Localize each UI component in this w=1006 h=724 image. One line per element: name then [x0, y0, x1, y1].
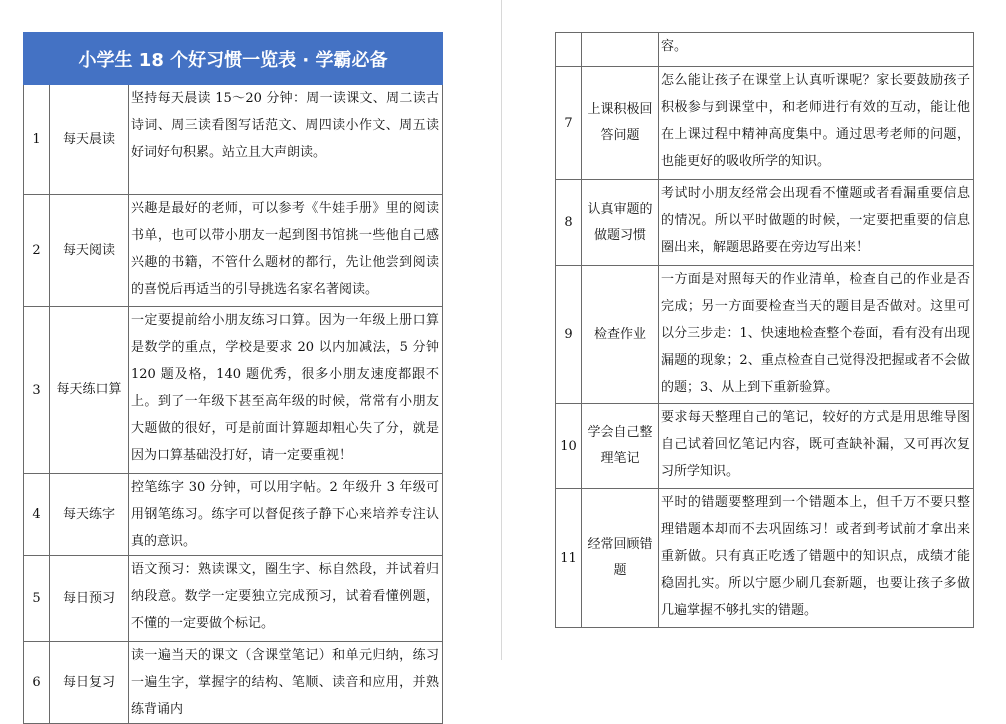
- row-number: 7: [556, 67, 582, 180]
- habit-description: 读一遍当天的课文（含课堂笔记）和单元归纳，练习一遍生字，掌握字的结构、笔顺、读音和应用，并熟练背诵内: [129, 642, 443, 724]
- habit-description: 控笔练字 30 分钟，可以用字帖。2 年级升 3 年级可用钢笔练习。练字可以督促孩子静下心来培养专注认真的意识。: [129, 474, 443, 556]
- row-number: 1: [24, 85, 50, 195]
- habit-name: 每天阅读: [50, 195, 129, 307]
- table-row: [556, 489, 974, 628]
- habit-name: 每日复习: [50, 642, 129, 724]
- table-row: [556, 266, 974, 404]
- habit-description: 兴趣是最好的老师，可以参考《牛娃手册》里的阅读书单，也可以带小朋友一起到图书馆挑一些他自己感兴趣的书籍，不管什么题材的都行，先让他尝到阅读的喜悦后再适当的引导挑选名家名著阅读。: [129, 195, 443, 307]
- row-number: 3: [24, 307, 50, 474]
- habit-description: 一定要提前给小朋友练习口算。因为一年级上册口算是数学的重点，学校是要求 20 以内加减法，5 分钟 120 题及格，140 题优秀，很多小朋友速度都跟不上。到了一年级下甚至高年级的时候，常常有小朋友大题做的很好，可是前面计算题却粗心失了分，就是因为口算基础没打好，请一定要重视！: [129, 307, 443, 474]
- row-number: 6: [24, 642, 50, 724]
- table-row: [556, 404, 974, 489]
- table-row: [24, 307, 443, 474]
- table-row: [24, 195, 443, 307]
- row-number: 11: [556, 489, 582, 628]
- habit-name: 每天晨读: [50, 85, 129, 195]
- habits-table-page-1: [23, 32, 443, 724]
- habits-table-page-2: [555, 32, 974, 628]
- row-number: 8: [556, 180, 582, 266]
- row-number: 5: [24, 556, 50, 642]
- habit-name: 每天练字: [50, 474, 129, 556]
- habit-description: 怎么能让孩子在课堂上认真听课呢？家长要鼓励孩子积极参与到课堂中，和老师进行有效的互动，能让他在上课过程中精神高度集中。通过思考老师的问题，也能更好的吸收所学的知识。: [659, 67, 974, 180]
- table-row: [24, 642, 443, 724]
- table-row: [556, 180, 974, 266]
- table-row: [24, 556, 443, 642]
- page-divider: [501, 0, 502, 660]
- habit-description-continued: 容。: [659, 33, 974, 67]
- row-number: 4: [24, 474, 50, 556]
- habit-description: 考试时小朋友经常会出现看不懂题或者看漏重要信息的情况。所以平时做题的时候，一定要把重要的信息圈出来，解题思路要在旁边写出来！: [659, 180, 974, 266]
- row-number: 2: [24, 195, 50, 307]
- table-title: 小学生 18 个好习惯一览表 · 学霸必备: [24, 33, 443, 85]
- habit-description: 坚持每天晨读 15～20 分钟：周一读课文、周二读古诗词、周三读看图写话范文、周四读小作文、周五读好词好句积累。站立且大声朗读。: [129, 85, 443, 195]
- table-row: [556, 67, 974, 180]
- habit-description: 语文预习：熟读课文，圈生字、标自然段，并试着归纳段意。数学一定要独立完成预习，试着看懂例题，不懂的一定要做个标记。: [129, 556, 443, 642]
- habit-name: 检查作业: [582, 266, 659, 404]
- habit-description: 一方面是对照每天的作业清单，检查自己的作业是否完成；另一方面要检查当天的题目是否做对。这里可以分三步走：1、快速地检查整个卷面，看有没有出现漏题的现象；2、重点检查自己觉得没把握或者不会做的题；3、从上到下重新验算。: [659, 266, 974, 404]
- habit-name: 认真审题的做题习惯: [582, 180, 659, 266]
- table-row: [24, 474, 443, 556]
- table-row: [24, 85, 443, 195]
- habit-description: 平时的错题要整理到一个错题本上，但千万不要只整理错题本却而不去巩固练习！或者到考试前才拿出来重新做。只有真正吃透了错题中的知识点，成绩才能稳固扎实。所以宁愿少刷几套新题，也要让孩子多做几遍掌握不够扎实的错题。: [659, 489, 974, 628]
- habit-name: 每日预习: [50, 556, 129, 642]
- habit-name: 上课积极回答问题: [582, 67, 659, 180]
- habit-name: 每天练口算: [50, 307, 129, 474]
- continuation-row: [556, 33, 974, 67]
- row-number: 10: [556, 404, 582, 489]
- habit-description: 要求每天整理自己的笔记，较好的方式是用思维导图自己试着回忆笔记内容，既可查缺补漏，又可再次复习所学知识。: [659, 404, 974, 489]
- title-row: [24, 33, 443, 85]
- habit-name: 经常回顾错题: [582, 489, 659, 628]
- habit-name: 学会自己整理笔记: [582, 404, 659, 489]
- row-number: 9: [556, 266, 582, 404]
